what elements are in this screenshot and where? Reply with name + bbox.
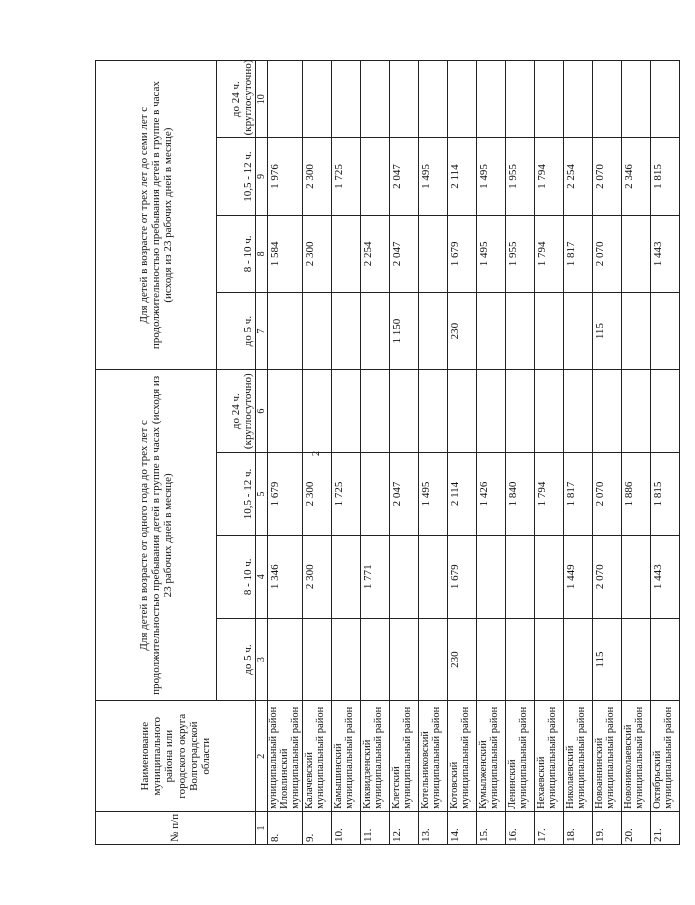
tariff-value-b2 [332,215,361,292]
tariff-value-a2: 1 346 [268,535,303,618]
table-row [506,61,535,845]
tariff-value-b4 [268,61,303,138]
tariff-value-b4 [332,61,361,138]
header-row-number: № п/п [96,811,256,844]
tariff-value-b1 [651,292,680,369]
tariff-value-a4 [622,370,651,453]
tariff-value-a4 [332,370,361,453]
subheader-a-10-12h: 10,5 - 12 ч. [217,453,256,536]
tariff-value-b3: 1 976 [268,138,303,215]
district-name-cell [419,701,448,811]
subheader-b-24h: до 24 ч. (круглосуточно) [217,61,256,138]
column-number: 9 [256,138,268,215]
row-number: 21. [651,811,680,844]
district-name: Иловлинский муниципальный район [279,706,302,809]
tariff-value-a3 [361,453,390,536]
row-number: 13. [419,811,448,844]
tariff-value-b1 [268,292,303,369]
row-number: 19. [593,811,622,844]
subheader-a-24h: до 24 ч. (круглосуточно) [217,370,256,453]
table-row [390,61,419,845]
subheader-a-8-10h: 8 - 10 ч. [217,535,256,618]
tariff-value-a3: 1 794 [535,453,564,536]
district-name-cell [477,701,506,811]
tariff-table [95,60,680,845]
district-name: Октябрьский муниципальный район [652,706,675,809]
subheader-b-8-10h: 8 - 10 ч. [217,215,256,292]
tariff-value-b3: 2 300 [303,138,332,215]
district-name-cell [390,701,419,811]
column-number: 4 [256,535,268,618]
district-name: Котовский муниципальный район [449,706,472,809]
tariff-value-a3: 2 047 [390,453,419,536]
row-number: 8. [268,811,303,844]
tariff-value-a3: 1 495 [419,453,448,536]
tariff-value-a4 [593,370,622,453]
tariff-value-b1 [506,292,535,369]
subheader-b-up-to-5h: до 5 ч. [217,292,256,369]
header-age-1-3: Для детей в возрасте от одного года до трех лет с продолжительностью пребывания детей в группе в часах (исходя из 23 рабочих дней в месяце) [96,370,217,701]
tariff-value-a4 [361,370,390,453]
tariff-value-a2 [419,535,448,618]
tariff-value-a3: 2 114 [448,453,477,536]
district-name: Ленинский муниципальный район [507,706,530,809]
district-name-cell [448,701,477,811]
tariff-value-b4 [651,61,680,138]
tariff-value-a2 [390,535,419,618]
tariff-value-a1 [477,618,506,701]
tariff-value-b2: 2 300 [303,215,332,292]
row-number: 17. [535,811,564,844]
tariff-value-a3: 1 886 [622,453,651,536]
row-number: 10. [332,811,361,844]
tariff-value-b3: 1 815 [651,138,680,215]
tariff-value-a3: 1 679 [268,453,303,536]
tariff-value-a3: 1 426 [477,453,506,536]
tariff-value-a2: 2 300 [303,535,332,618]
district-name-cell [622,701,651,811]
tariff-value-b4 [477,61,506,138]
tariff-value-b1: 1 150 [390,292,419,369]
district-name-cell [651,701,680,811]
district-name: Кумылженский муниципальный район [478,706,501,809]
tariff-value-a1 [332,618,361,701]
district-name-cell [268,701,303,811]
tariff-value-b2: 1 794 [535,215,564,292]
tariff-value-a4 [419,370,448,453]
tariff-value-b1 [303,292,332,369]
tariff-value-a3: 2 300 [303,453,332,536]
table-row [303,61,332,845]
tariff-value-a3: 1 815 [651,453,680,536]
column-number: 5 [256,453,268,536]
tariff-value-a1 [564,618,593,701]
column-number: 3 [256,618,268,701]
row-number: 20. [622,811,651,844]
district-name: Новоаннинский муниципальный район [594,706,617,809]
district-name: Новониколаевский муниципальный район [623,706,646,809]
tariff-value-a3: 1 725 [332,453,361,536]
row-number: 16. [506,811,535,844]
tariff-value-a4 [448,370,477,453]
tariff-value-a4 [303,370,332,453]
table-row [477,61,506,845]
tariff-value-b3 [361,138,390,215]
column-number: 8 [256,215,268,292]
tariff-value-a2: 1 771 [361,535,390,618]
tariff-value-b3: 1 495 [419,138,448,215]
tariff-value-b4 [303,61,332,138]
tariff-value-b4 [390,61,419,138]
table-row [535,61,564,845]
tariff-value-a2 [477,535,506,618]
tariff-value-b2: 2 047 [390,215,419,292]
tariff-value-b4 [593,61,622,138]
tariff-value-b4 [448,61,477,138]
table-row [622,61,651,845]
tariff-value-a1 [303,618,332,701]
tariff-value-b4 [361,61,390,138]
district-name-cell [332,701,361,811]
subheader-b-10-12h: 10,5 - 12 ч. [217,138,256,215]
row-number: 11. [361,811,390,844]
district-name-cell [361,701,390,811]
tariff-value-b4 [622,61,651,138]
district-name: Камышинский муниципальный район [333,706,356,809]
tariff-value-b3: 2 070 [593,138,622,215]
tariff-value-b3: 1 725 [332,138,361,215]
tariff-value-b4 [564,61,593,138]
carry-over-text: муниципальный район [268,706,279,809]
tariff-value-a2: 1 443 [651,535,680,618]
tariff-value-a4 [535,370,564,453]
tariff-value-b3: 2 047 [390,138,419,215]
district-name-cell [593,701,622,811]
tariff-value-a1: 230 [448,618,477,701]
column-number: 6 [256,370,268,453]
tariff-value-a2 [506,535,535,618]
row-number: 18. [564,811,593,844]
tariff-value-b3: 1 794 [535,138,564,215]
tariff-value-a4 [564,370,593,453]
tariff-value-a2: 1 679 [448,535,477,618]
tariff-value-a3: 1 840 [506,453,535,536]
column-number-row [256,61,268,845]
tariff-value-a1 [419,618,448,701]
page-number: 2 [311,451,322,456]
tariff-value-a2: 2 070 [593,535,622,618]
tariff-value-b2: 2 070 [593,215,622,292]
district-name-cell [303,701,332,811]
tariff-value-a1: 115 [593,618,622,701]
district-name: Нехаевский муниципальный район [536,706,559,809]
tariff-value-b1 [622,292,651,369]
table-row [564,61,593,845]
district-name-cell [506,701,535,811]
tariff-value-b3: 1 955 [506,138,535,215]
header-age-3-7: Для детей в возрасте от трех лет до семи лет с продолжительностью пребывания детей в группе в часах (исходя из 23 рабочих дней в месяце) [96,61,217,370]
district-name-cell [535,701,564,811]
row-number: 14. [448,811,477,844]
table-row [593,61,622,845]
table-row [361,61,390,845]
tariff-value-a1 [622,618,651,701]
tariff-value-b1 [477,292,506,369]
row-number: 9. [303,811,332,844]
tariff-value-b2 [622,215,651,292]
tariff-value-b2: 1 584 [268,215,303,292]
tariff-value-b2: 1 495 [477,215,506,292]
tariff-value-a3: 2 070 [593,453,622,536]
table-row [268,61,303,845]
header-district-name: Наименование муниципального района или городского округа Волгоградской области [96,701,256,811]
tariff-value-b3: 2 346 [622,138,651,215]
tariff-value-a1 [506,618,535,701]
tariff-value-b4 [419,61,448,138]
subheader-a-up-to-5h: до 5 ч. [217,618,256,701]
district-name: Николаевский муниципальный район [565,706,588,809]
district-name: Клетский муниципальный район [391,706,414,809]
tariff-value-b1: 115 [593,292,622,369]
tariff-value-a4 [651,370,680,453]
tariff-value-a3: 1 817 [564,453,593,536]
tariff-value-b1 [332,292,361,369]
tariff-value-b1 [564,292,593,369]
column-number: 7 [256,292,268,369]
tariff-value-b2: 1 679 [448,215,477,292]
tariff-value-b4 [506,61,535,138]
tariff-value-a4 [477,370,506,453]
tariff-value-b2: 1 817 [564,215,593,292]
tariff-value-b2: 2 254 [361,215,390,292]
table-body [268,61,680,845]
row-number: 15. [477,811,506,844]
tariff-value-a1 [390,618,419,701]
district-name: Калачевский муниципальный район [304,706,327,809]
tariff-value-a1 [535,618,564,701]
tariff-value-a2 [332,535,361,618]
table-row [419,61,448,845]
tariff-value-b3: 2 254 [564,138,593,215]
table-row [448,61,477,845]
tariff-value-b1 [419,292,448,369]
column-number: 2 [256,701,268,811]
tariff-value-a4 [268,370,303,453]
tariff-value-b1 [535,292,564,369]
district-name-cell [564,701,593,811]
tariff-value-b1 [361,292,390,369]
tariff-value-a2 [622,535,651,618]
tariff-value-b4 [535,61,564,138]
district-name: Котельниковский муниципальный район [420,706,443,809]
column-number: 10 [256,61,268,138]
district-name: Киквидзенский муниципальный район [362,706,385,809]
tariff-value-b2 [419,215,448,292]
tariff-value-a4 [390,370,419,453]
tariff-value-b2: 1 955 [506,215,535,292]
tariff-value-a1 [651,618,680,701]
tariff-value-b3: 2 114 [448,138,477,215]
tariff-value-a2 [535,535,564,618]
tariff-value-b1: 230 [448,292,477,369]
table-row [332,61,361,845]
tariff-value-a2: 1 449 [564,535,593,618]
column-number: 1 [256,811,268,844]
tariff-value-a4 [506,370,535,453]
rotated-document-sheet [95,60,695,845]
tariff-value-b3: 1 495 [477,138,506,215]
tariff-value-b2: 1 443 [651,215,680,292]
tariff-value-a1 [268,618,303,701]
table-row [651,61,680,845]
row-number: 12. [390,811,419,844]
tariff-value-a1 [361,618,390,701]
